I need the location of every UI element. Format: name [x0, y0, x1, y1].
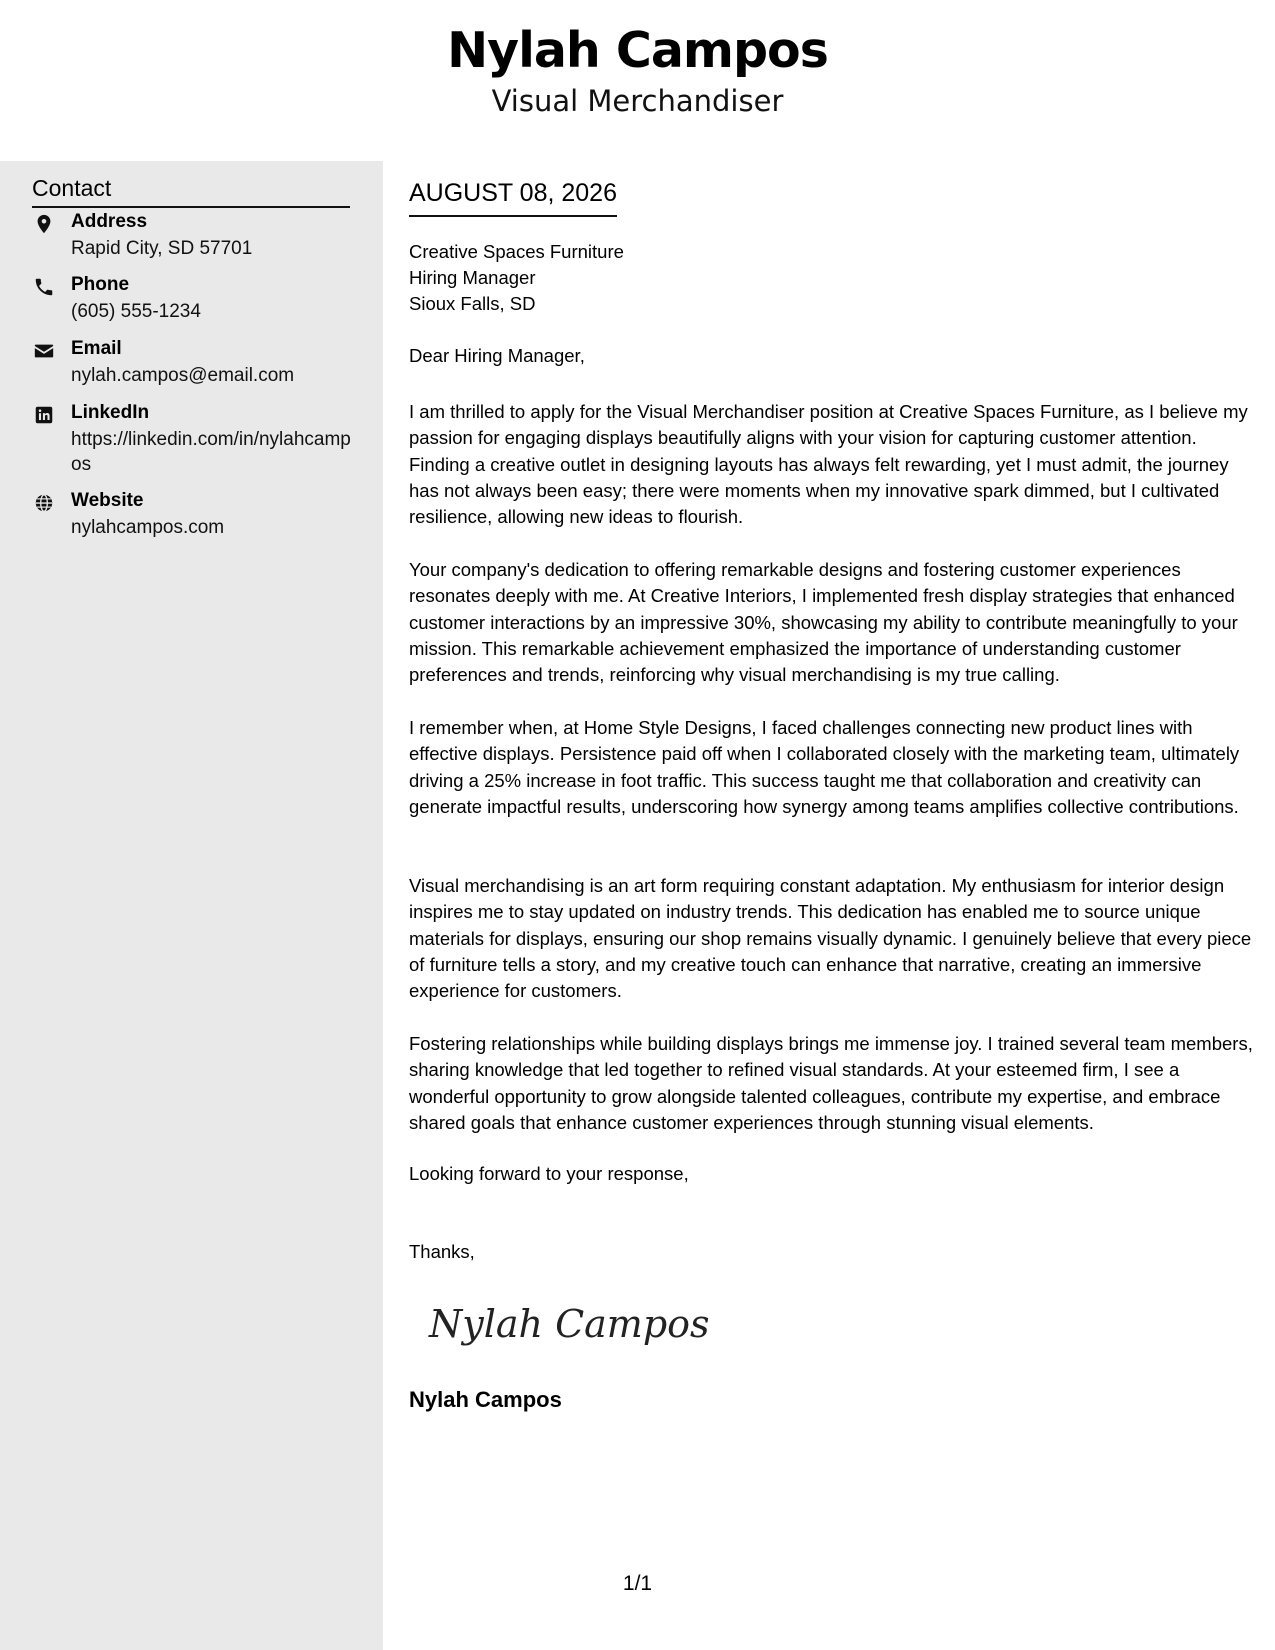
envelope-icon — [32, 340, 56, 362]
map-pin-icon — [32, 213, 56, 235]
phone-icon — [32, 276, 56, 298]
contact-label: Address — [71, 211, 148, 232]
header — [0, 0, 1275, 161]
thanks-line: Thanks, — [409, 1241, 475, 1262]
linkedin-icon — [32, 404, 56, 426]
globe-icon — [32, 492, 56, 514]
signature-text: Nylah Campos — [429, 1302, 710, 1346]
signature — [425, 1289, 710, 1359]
recipient-location: Sioux Falls, SD — [409, 293, 536, 314]
paragraph-5: Fostering relationships while building displays brings me immense joy. I trained several team members, sharing knowledge that led together to refined visual standards. At your esteemed firm, I see a wonderful opportunity to grow alongside talented colleagues, contribute my expertise, and embrace shared goals that enhance customer experiences through stunning visual elements. — [409, 1033, 1253, 1133]
contact-heading: Contact — [32, 175, 350, 208]
contact-sidebar — [0, 161, 383, 1650]
page-number: 1/1 — [622, 1572, 653, 1595]
recipient-role: Hiring Manager — [409, 267, 536, 288]
paragraph-1: I am thrilled to apply for the Visual Merchandiser position at Creative Spaces Furniture, as I believe my passion for engaging displays beautifully aligns with your vision for capturing customer attention. Finding a creative outlet in designing layouts has always felt rewarding, yet I must admit, the journey has not always been easy; there were moments when my innovative spark dimmed, but I cultivated resilience, allowing new ideas to flourish. — [409, 401, 1248, 528]
contact-label: Website — [71, 490, 144, 511]
contact-label: Email — [71, 338, 122, 359]
job-title: Visual Merchandiser — [491, 84, 784, 118]
closing-line: Looking forward to your response, — [409, 1163, 689, 1184]
paragraph-4: Visual merchandising is an art form requiring constant adaptation. My enthusiasm for interior design inspires me to stay updated on industry trends. This dedication has enabled me to source unique materials for displays, ensuring our shop remains visually dynamic. I genuinely believe that every piece of furniture tells a story, and my creative touch can enhance that narrative, creating an immersive experience for customers. — [409, 875, 1252, 1002]
contact-value[interactable]: nylahcampos.com — [71, 517, 225, 538]
letter-date: AUGUST 08, 2026 — [409, 179, 617, 217]
contact-value: (605) 555-1234 — [71, 301, 201, 322]
contact-value: Rapid City, SD 57701 — [71, 238, 253, 259]
contact-value: nylah.campos@email.com — [71, 365, 295, 386]
paragraph-2: Your company's dedication to offering remarkable designs and fostering customer experiences resonates deeply with me. At Creative Interiors, I implemented fresh display strategies that enhanced customer interactions by an impressive 30%, showcasing my ability to contribute meaningfully to your mission. This remarkable achievement emphasized the importance of understanding customer preferences and trends, reinforcing why visual merchandising is my true calling. — [409, 559, 1238, 686]
candidate-name: Nylah Campos — [447, 22, 828, 79]
greeting: Dear Hiring Manager, — [409, 345, 585, 366]
recipient-block — [409, 239, 624, 317]
contact-label: Phone — [71, 274, 130, 295]
signer-name: Nylah Campos — [409, 1387, 562, 1412]
contact-value[interactable]: https://linkedin.com/in/nylahcampos — [71, 429, 351, 475]
contact-label: LinkedIn — [71, 402, 150, 423]
paragraph-3: I remember when, at Home Style Designs, I faced challenges connecting new product lines with effective displays. Persistence paid off when I collaborated closely with the marketing team, ultimately driving a 25% increase in foot traffic. This success taught me that collaboration and creativity can generate impactful results, underscoring how synergy among teams amplifies collective contributions. — [409, 717, 1240, 817]
recipient-company: Creative Spaces Furniture — [409, 241, 624, 262]
